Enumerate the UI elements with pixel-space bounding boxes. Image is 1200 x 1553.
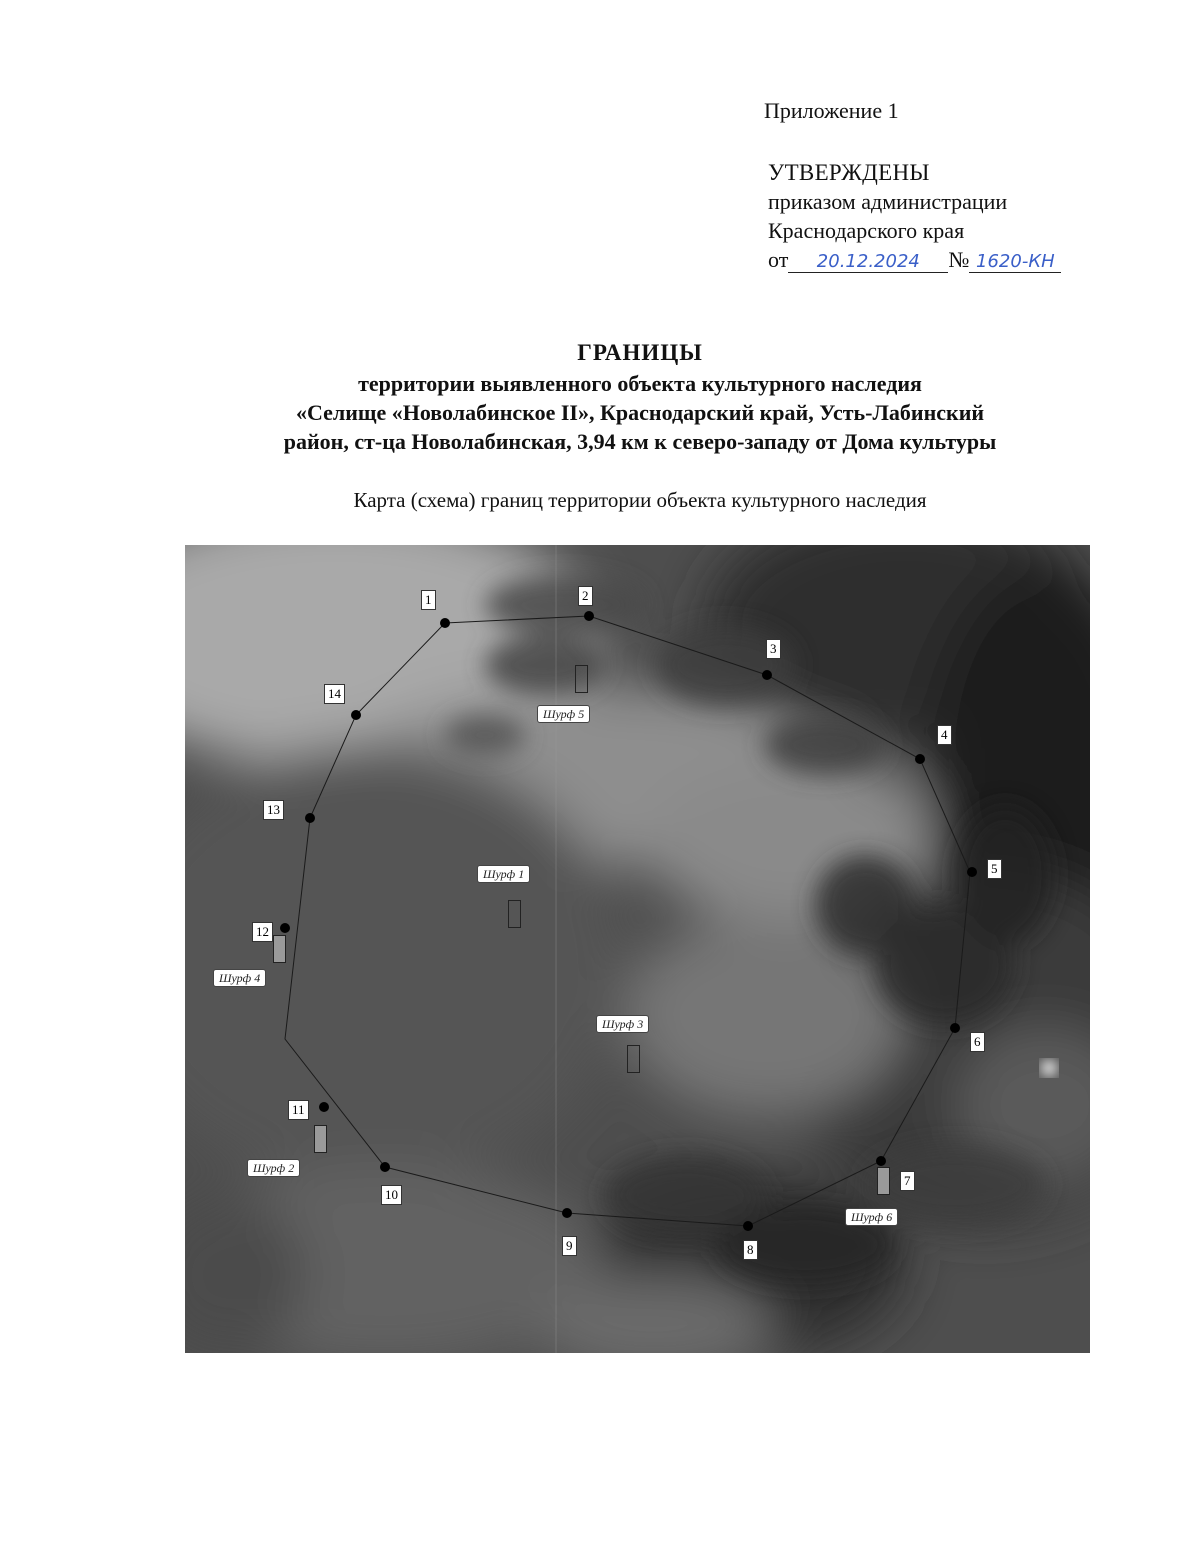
- point-label-5: 5: [987, 859, 1002, 879]
- boundary-point-14: [351, 710, 361, 720]
- point-label-11: 11: [288, 1100, 309, 1120]
- title-line-1: территории выявленного объекта культурного наследия: [358, 371, 922, 396]
- test-pit-label-3: Шурф 3: [596, 1015, 649, 1033]
- test-pit-label-2: Шурф 2: [247, 1159, 300, 1177]
- boundary-point-8: [743, 1221, 753, 1231]
- test-pit-1: [508, 900, 521, 928]
- test-pit-label-5: Шурф 5: [537, 705, 590, 723]
- map-caption: Карта (схема) границ территории объекта культурного наследия: [353, 488, 927, 512]
- test-pit-label-6: Шурф 6: [845, 1208, 898, 1226]
- title-line-2: «Селище «Новолабинское II», Краснодарский край, Усть-Лабинский: [295, 400, 985, 425]
- boundary-point-10: [380, 1162, 390, 1172]
- point-label-12: 12: [252, 922, 273, 942]
- boundary-point-4: [915, 754, 925, 764]
- approval-block: [768, 158, 1061, 274]
- title-line-3: район, ст-ца Новолабинская, 3,94 км к северо-западу от Дома культуры: [283, 429, 997, 454]
- boundary-point-2: [584, 611, 594, 621]
- boundary-point-1: [440, 618, 450, 628]
- authority-line: Краснодарского края: [768, 218, 965, 243]
- boundary-point-5: [967, 867, 977, 877]
- appendix-label: Приложение 1: [764, 98, 899, 123]
- date-prefix: от: [768, 247, 789, 272]
- boundary-point-9: [562, 1208, 572, 1218]
- number-prefix: №: [948, 247, 970, 272]
- test-pit-3: [627, 1045, 640, 1073]
- test-pit-2: [314, 1125, 327, 1153]
- point-label-9: 9: [562, 1236, 577, 1256]
- point-label-3: 3: [766, 639, 781, 659]
- order-line: приказом администрации: [768, 189, 1008, 214]
- boundary-point-6: [950, 1023, 960, 1033]
- point-label-8: 8: [743, 1240, 758, 1260]
- boundary-point-11: [319, 1102, 329, 1112]
- title-main: ГРАНИЦЫ: [577, 340, 703, 365]
- test-pit-5: [575, 665, 588, 693]
- point-label-7: 7: [900, 1171, 915, 1191]
- test-pit-label-1: Шурф 1: [477, 865, 530, 883]
- handwritten-date: 20.12.2024: [788, 252, 948, 273]
- test-pit-6: [877, 1167, 890, 1195]
- handwritten-number: 1620-КН: [969, 252, 1061, 273]
- point-label-2: 2: [578, 586, 593, 606]
- aerial-photo: [185, 545, 1090, 1353]
- point-label-4: 4: [937, 725, 952, 745]
- test-pit-4: [273, 935, 286, 963]
- point-label-10: 10: [381, 1185, 402, 1205]
- boundary-map: [185, 545, 1090, 1353]
- document-title: [150, 338, 1130, 456]
- date-number-line: [768, 245, 1061, 274]
- point-label-6: 6: [970, 1032, 985, 1052]
- boundary-point-12: [280, 923, 290, 933]
- boundary-point-3: [762, 670, 772, 680]
- boundary-point-7: [876, 1156, 886, 1166]
- approved-heading: УТВЕРЖДЕНЫ: [768, 160, 930, 185]
- boundary-point-13: [305, 813, 315, 823]
- point-label-1: 1: [421, 590, 436, 610]
- point-label-14: 14: [324, 684, 345, 704]
- point-label-13: 13: [263, 800, 284, 820]
- test-pit-label-4: Шурф 4: [213, 969, 266, 987]
